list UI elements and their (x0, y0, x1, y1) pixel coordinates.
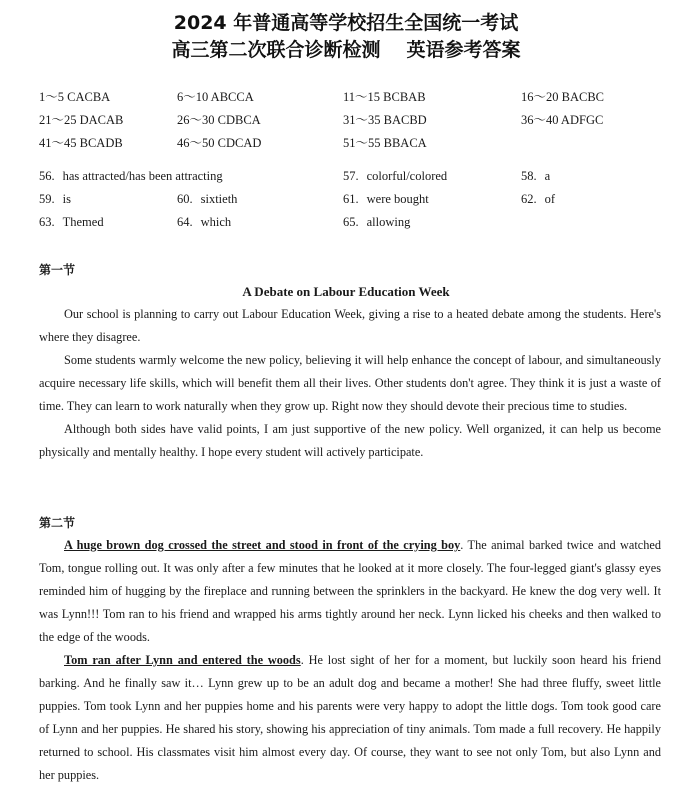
section-heading-1: 第一节 (39, 263, 76, 277)
choice-answer: 26～30 CDBCA (177, 113, 261, 127)
given-opening-sentence: Tom ran after Lynn and entered the woods (64, 653, 301, 667)
grammar-answer: 62. of (521, 192, 556, 206)
choice-answer: 6～10 ABCCA (177, 90, 254, 104)
essay-paragraph: Some students warmly welcome the new policy, believing it will help enhance the concept of labour, and simultaneously acquire necessary life skills, which will benefit them all their lives. Other students don't agree. They think it is just a waste of time. They can learn to work naturally when they grow up. Right now they should devote their precious time to studies. (39, 353, 661, 413)
grammar-answer: 64. which (177, 215, 232, 229)
grammar-answer: 56. has attracted/has been attracting (39, 169, 223, 183)
given-opening-sentence: A huge brown dog crossed the street and stood in front of the crying boy (64, 538, 461, 552)
choice-answer: 21～25 DACAB (39, 113, 124, 127)
essay-paragraph: Although both sides have valid points, I am just supportive of the new policy. Well organized, it can help us become physically and mentally healthy. I hope every student will actively participate. (39, 422, 661, 459)
choice-answer: 11～15 BCBAB (343, 90, 426, 104)
grammar-answer: 57. colorful/colored (343, 169, 448, 183)
choice-answer: 31～35 BACBD (343, 113, 427, 127)
document-title-line2 (0, 38, 692, 62)
grammar-answer: 65. allowing (343, 215, 411, 229)
continuation-body (39, 534, 661, 787)
choice-answer: 1～5 CACBA (39, 90, 111, 104)
grammar-answer: 59. is (39, 192, 71, 206)
story-paragraph: A huge brown dog crossed the street and stood in front of the crying boy. The animal barked twice and watched Tom, tongue rolling out. It was only after a few minutes that he looked at it more closely. The four-legged giant's glassy eyes reminded him of hugging by the fireplace and running between the sprinklers in the backyard. He knew the dog very well. It was Lynn!!! Tom ran to his friend and wrapped his arms tightly around her neck. Lynn licked his cheeks and then walked to the edge of the woods. (39, 538, 661, 644)
grammar-answer: 60. sixtieth (177, 192, 238, 206)
choice-answer: 36～40 ADFGC (521, 113, 604, 127)
choice-answer: 51～55 BBACA (343, 136, 427, 150)
answer-key-title: 英语参考答案 (406, 39, 521, 61)
section-heading-2: 第二节 (39, 516, 76, 530)
choice-answer: 46～50 CDCAD (177, 136, 262, 150)
essay-paragraph: Our school is planning to carry out Labour Education Week, giving a rise to a heated debate among the students. Here's where they disagree. (39, 307, 661, 344)
grammar-answer: 63. Themed (39, 215, 104, 229)
essay-title: A Debate on Labour Education Week (242, 284, 450, 299)
document-title-line1: 2024 年普通高等学校招生全国统一考试 (173, 12, 519, 34)
essay-body (39, 303, 661, 464)
exam-name: 高三第二次联合诊断检测 (171, 39, 381, 61)
grammar-answer: 61. were bought (343, 192, 429, 206)
choice-answer: 41～45 BCADB (39, 136, 123, 150)
grammar-answer: 58. a (521, 169, 551, 183)
story-paragraph: Tom ran after Lynn and entered the woods. He lost sight of her for a moment, but luckily soon heard his friend barking. And he finally saw it… Lynn grew up to be an adult dog and became a mother! She had three fluffy, sweet little puppies. Tom took Lynn and her puppies home and his parents were very happy to adopt the little dogs. Tom took good care of Lynn and her puppies. He shared his story, showing his appreciation of tiny animals. Tom made a full recovery. He happily returned to school. His classmates visit him almost every day. Of course, they want to see not only Tom, but also Lynn and her puppies. (39, 653, 661, 782)
choice-answer: 16～20 BACBC (521, 90, 605, 104)
